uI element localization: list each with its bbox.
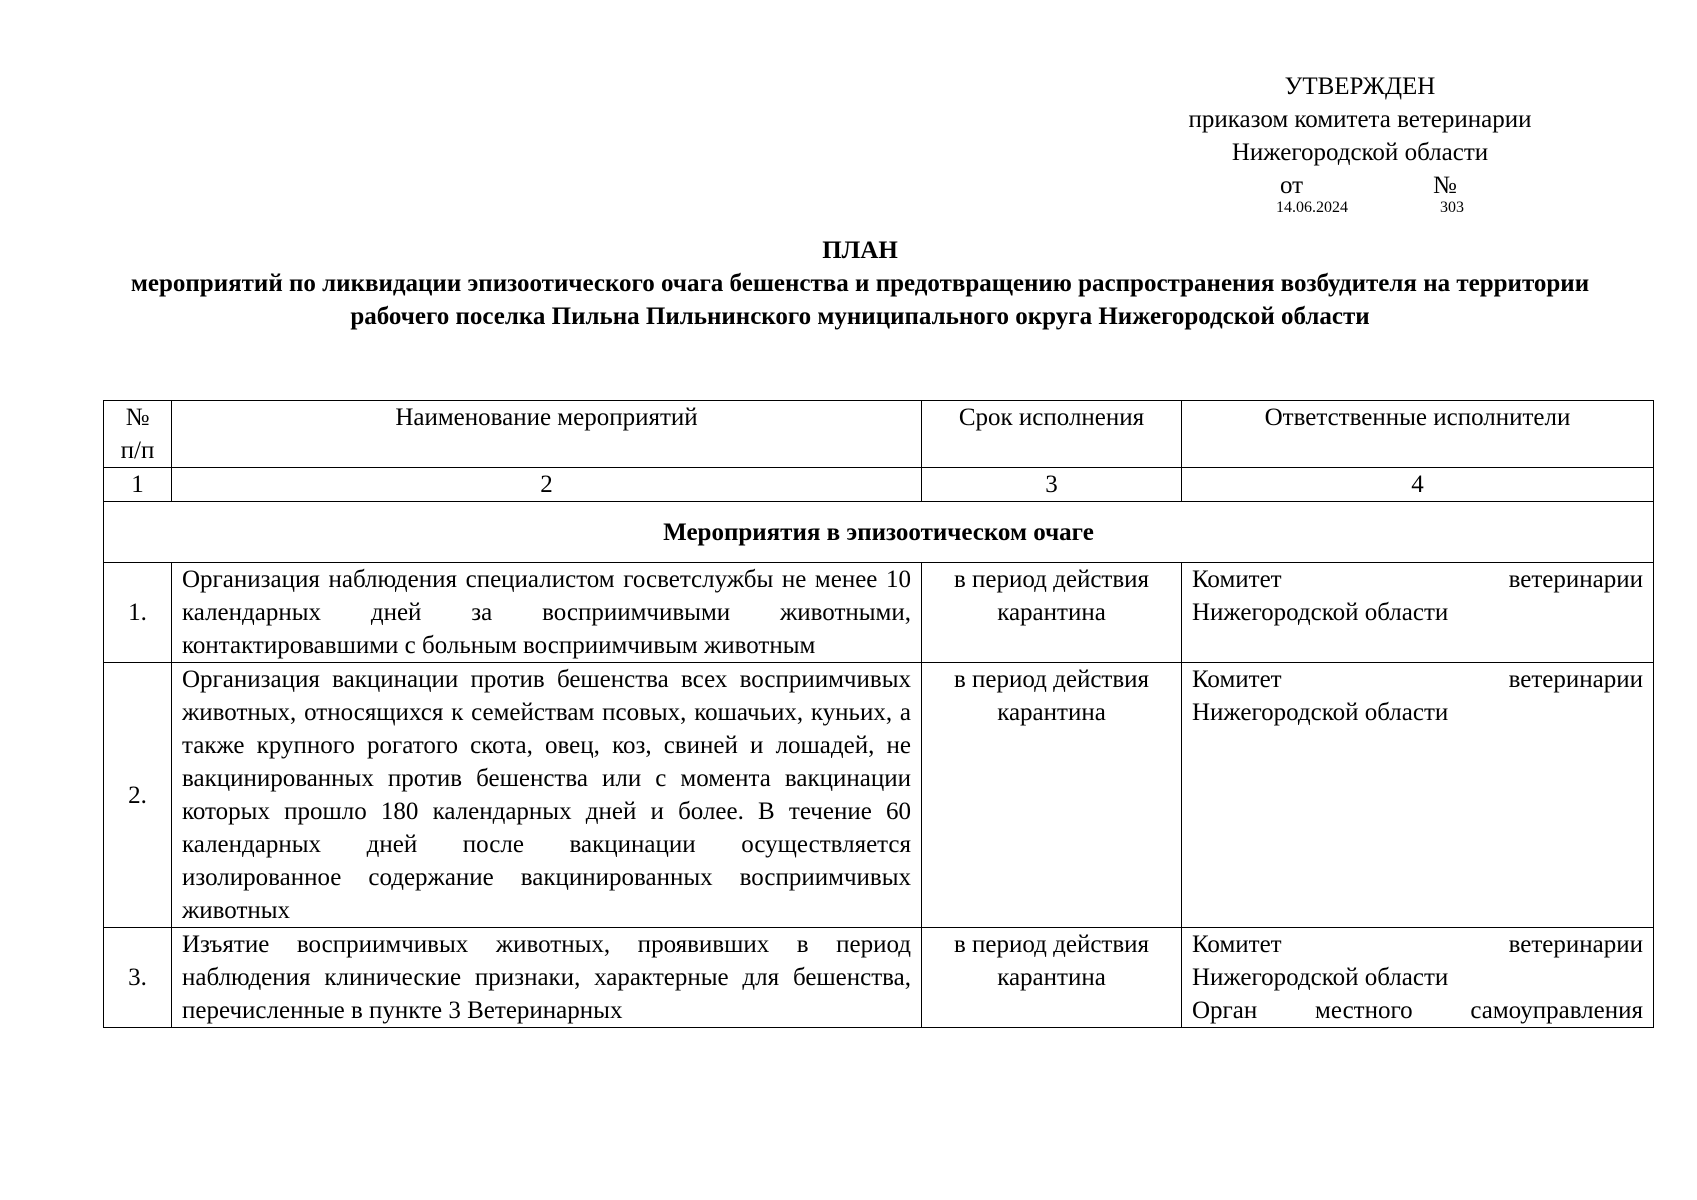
responsible-line: Нижегородской области xyxy=(1192,699,1449,726)
responsible-line: Комитет ветеринарии xyxy=(1192,666,1643,693)
responsible-line: Нижегородской области xyxy=(1192,599,1449,626)
column-number: 3 xyxy=(922,468,1182,502)
row-number: 1. xyxy=(104,563,172,663)
approval-title: УТВЕРЖДЕН xyxy=(1284,73,1436,100)
row-responsible xyxy=(1182,928,1654,1028)
approval-number: 303 xyxy=(1440,199,1464,216)
table-row xyxy=(104,663,1654,928)
row-activity: Организация наблюдения специалистом госветслужбы не менее 10 календарных дней за восприимчивыми животными, контактировавшими с больным восприимчивым животным xyxy=(172,563,922,663)
header-term: Срок исполнения xyxy=(922,401,1182,468)
approval-date-row xyxy=(1150,169,1570,216)
responsible-line: Нижегородской области xyxy=(1192,964,1449,991)
row-term: в период действия карантина xyxy=(922,663,1182,928)
row-term: в период действия карантина xyxy=(922,928,1182,1028)
row-number: 3. xyxy=(104,928,172,1028)
row-responsible xyxy=(1182,663,1654,928)
approval-ot-label: от xyxy=(1280,172,1304,199)
responsible-line: Орган местного самоуправления xyxy=(1192,997,1643,1024)
column-number-row xyxy=(104,468,1654,502)
section-title: Мероприятия в эпизоотическом очаге xyxy=(104,502,1654,563)
column-number: 2 xyxy=(172,468,922,502)
table-header-row xyxy=(104,401,1654,468)
row-activity: Изъятие восприимчивых животных, проявивших в период наблюдения клинические признаки, характерные для бешенства, перечисленные в пункте 3 Ветеринарных xyxy=(172,928,922,1028)
approval-line-1: приказом комитета ветеринарии xyxy=(1188,106,1532,133)
header-name: Наименование мероприятий xyxy=(172,401,922,468)
responsible-line: Комитет ветеринарии xyxy=(1192,931,1643,958)
approval-stamp xyxy=(1150,70,1570,216)
approval-date: 14.06.2024 xyxy=(1276,199,1348,216)
approval-number-label: № xyxy=(1433,172,1457,199)
row-responsible xyxy=(1182,563,1654,663)
section-row xyxy=(104,502,1654,563)
header-num: № п/п xyxy=(104,401,172,468)
plan-title-block xyxy=(120,234,1600,333)
responsible-line: Комитет ветеринарии xyxy=(1192,566,1643,593)
plan-table xyxy=(103,400,1654,1028)
header-resp: Ответственные исполнители xyxy=(1182,401,1654,468)
column-number: 1 xyxy=(104,468,172,502)
plan-title: ПЛАН xyxy=(822,237,898,264)
plan-subtitle: мероприятий по ликвидации эпизоотического очага бешенства и предотвращению распространения возбудителя на территории рабочего поселка Пильна Пильнинского муниципального округа Нижегородской области xyxy=(130,270,1590,330)
approval-line-2: Нижегородской области xyxy=(1231,139,1489,166)
row-term: в период действия карантина xyxy=(922,563,1182,663)
row-number: 2. xyxy=(104,663,172,928)
table-row xyxy=(104,928,1654,1028)
table-row xyxy=(104,563,1654,663)
row-activity: Организация вакцинации против бешенства всех восприимчивых животных, относящихся к семействам псовых, кошачьих, куньих, а также крупного рогатого скота, овец, коз, свиней и лошадей, не вакцинированных против бешенства или с момента вакцинации которых прошло 180 календарных дней и более. В течение 60 календарных дней после вакцинации осуществляется изолированное содержание вакцинированных восприимчивых животных xyxy=(172,663,922,928)
column-number: 4 xyxy=(1182,468,1654,502)
